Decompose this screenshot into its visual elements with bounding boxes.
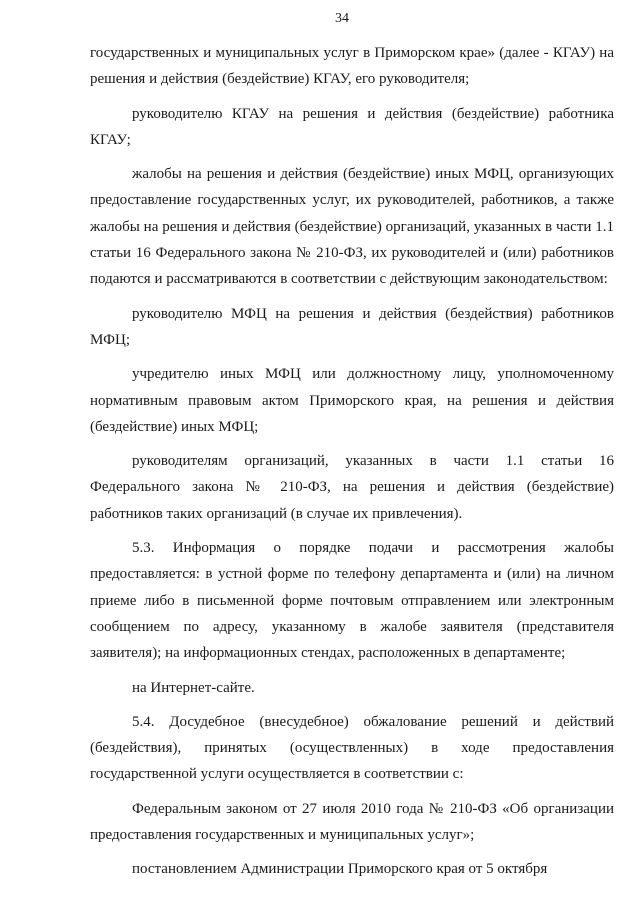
page-number: 34	[335, 11, 349, 26]
document-body	[90, 40, 614, 883]
paragraph-4: руководителю МФЦ на решения и действия (бездействия) работников МФЦ;	[90, 305, 614, 348]
paragraph-11: постановлением Администрации Приморского края от 5 октября	[132, 861, 548, 878]
paragraph-6: руководителям организаций, указанных в части 1.1 статьи 16 Федерального закона № 210-ФЗ, на решения и действия (бездействие) работников таких организаций (в случае их привлечения).	[90, 453, 614, 522]
paragraph-1: государственных и муниципальных услуг в Приморском крае» (далее - КГАУ) на решения и действия (бездействие) КГАУ, его руководителя;	[90, 45, 614, 88]
paragraph-3: жалобы на решения и действия (бездействие) иных МФЦ, организующих предоставление государственных услуг, их руководителей, работников, а также жалобы на решения и действия (бездействие) организаций, указанных в части 1.1 статьи 16 Федерального закона № 210-ФЗ, их руководителей и (или) работников подаются и рассматриваются в соответствии с действующим законодательством:	[90, 166, 614, 288]
paragraph-5: учредителю иных МФЦ или должностному лицу, уполномоченному нормативным правовым актом Приморского края, на решения и действия (бездействие) иных МФЦ;	[90, 366, 614, 435]
paragraph-8: на Интернет-сайте.	[132, 679, 255, 696]
paragraph-10: Федеральным законом от 27 июля 2010 года № 210-ФЗ «Об организации предоставления государственных и муниципальных услуг»;	[90, 800, 614, 844]
paragraph-2: руководителю КГАУ на решения и действия (бездействие) работника КГАУ;	[90, 105, 614, 148]
paragraph-9: 5.4. Досудебное (внесудебное) обжалование решений и действий (бездействия), принятых (осуществленных) в ходе предоставления государственной услуги осуществляется в соответствии с:	[90, 713, 614, 783]
paragraph-7: 5.3. Информация о порядке подачи и рассмотрения жалобы предоставляется: в устной форме по телефону департамента и (или) на личном приеме либо в письменной форме почтовым отправлением или электронным сообщением по адресу, указанному в жалобе заявителя (представителя заявителя); на информационных стендах, расположенных в департаменте;	[90, 540, 614, 662]
